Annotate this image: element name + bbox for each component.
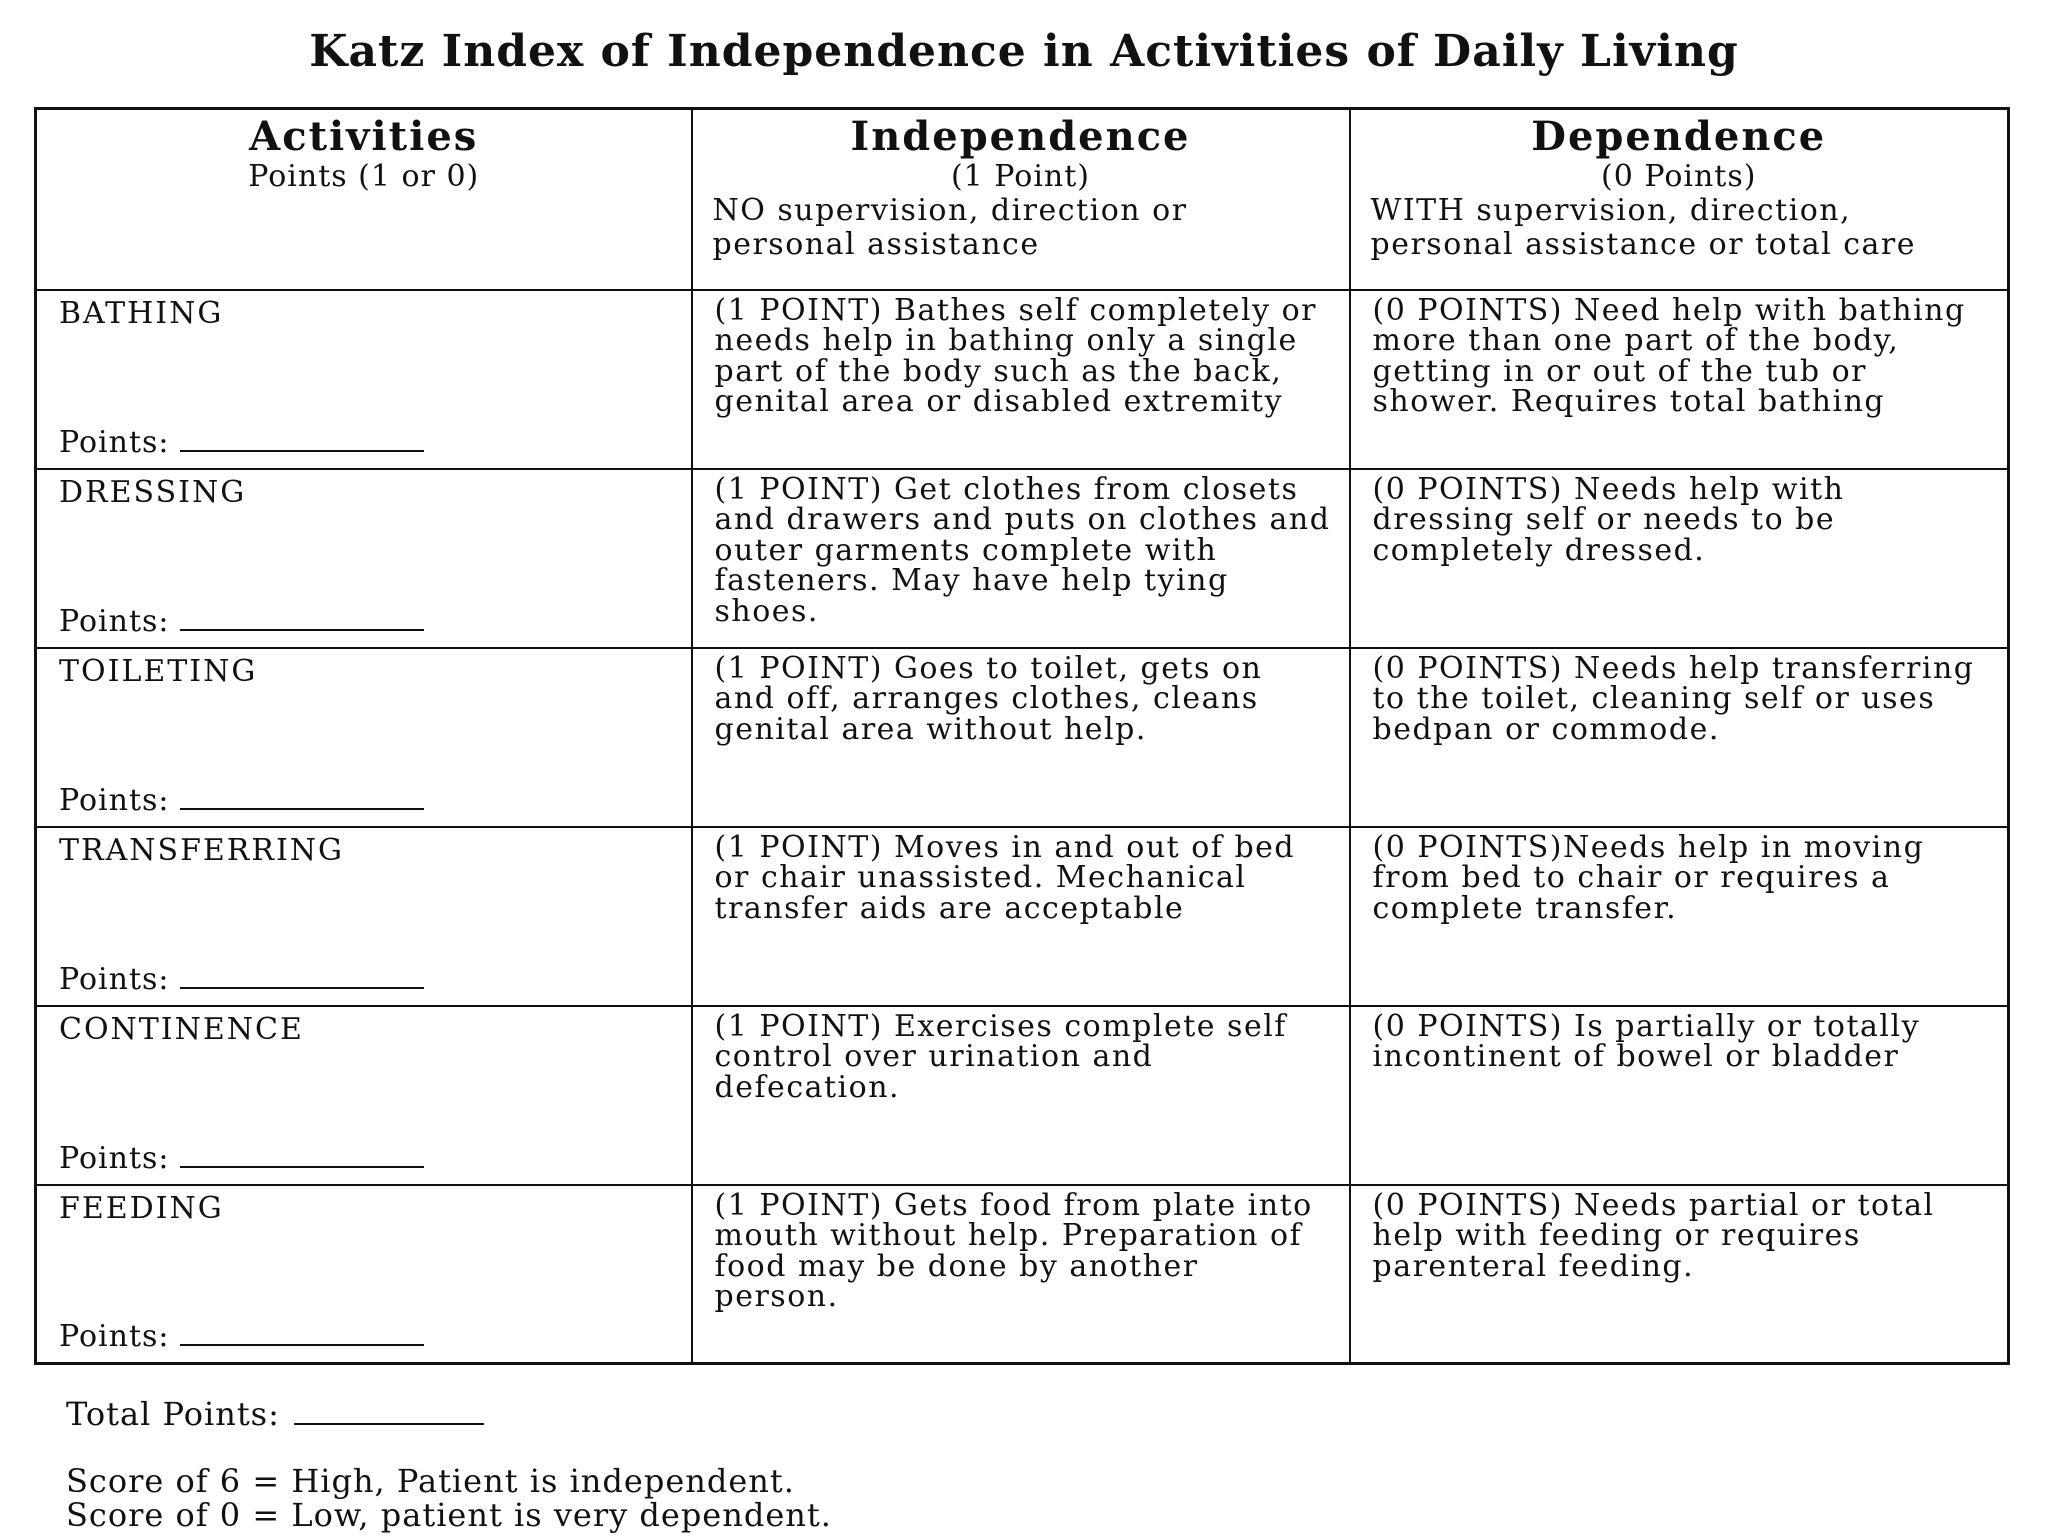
total-points-blank[interactable] (294, 1397, 484, 1425)
header-dependence-title: Dependence (1531, 113, 1827, 160)
katz-index-table (34, 107, 2010, 1365)
header-activities (36, 109, 692, 290)
points-label: Points: (59, 1140, 170, 1176)
score-low-note: Score of 0 = Low, patient is very dependent. (66, 1496, 832, 1534)
activity-cell (36, 290, 692, 469)
independence-description: (1 POINT) Exercises complete self control over urination and defecation. (714, 1008, 1287, 1105)
points-line (59, 603, 424, 639)
dependence-description: (0 POINTS) Needs help with dressing self or needs to be completely dressed. (1372, 471, 1845, 568)
activity-row-bathing (36, 290, 2009, 469)
activity-cell (36, 827, 692, 1006)
document-title: Katz Index of Independence in Activities of Daily Living (309, 26, 1739, 77)
dependence-description: (0 POINTS) Needs help transferring to the toilet, cleaning self or uses bedpan or commode. (1372, 650, 1975, 747)
activity-row-feeding (36, 1185, 2009, 1364)
activity-name: DRESSING (59, 474, 247, 510)
dependence-description: (0 POINTS) Need help with bathing more than one part of the body, getting in or out of the tub or shower. Requires total bathing (1372, 292, 1966, 419)
header-dependence (1350, 109, 2009, 290)
points-blank[interactable] (180, 1318, 424, 1346)
dependence-description: (0 POINTS) Is partially or totally incontinent of bowel or bladder (1372, 1008, 1921, 1074)
independence-cell (692, 648, 1350, 827)
header-independence (692, 109, 1350, 290)
dependence-cell (1350, 827, 2009, 1006)
activity-name: BATHING (59, 295, 224, 331)
points-blank[interactable] (180, 1140, 424, 1168)
total-points (66, 1395, 484, 1433)
activity-row-dressing (36, 469, 2009, 648)
independence-description: (1 POINT) Moves in and out of bed or chair unassisted. Mechanical transfer aids are acceptable (714, 829, 1296, 926)
score-high-note: Score of 6 = High, Patient is independent. (66, 1462, 795, 1500)
dependence-cell (1350, 1006, 2009, 1185)
points-blank[interactable] (180, 603, 424, 631)
independence-cell (692, 290, 1350, 469)
points-line (59, 1140, 424, 1176)
dependence-cell (1350, 290, 2009, 469)
points-line (59, 424, 424, 460)
dependence-description: (0 POINTS)Needs help in moving from bed to chair or requires a complete transfer. (1372, 829, 1925, 926)
points-blank[interactable] (180, 424, 424, 452)
independence-cell (692, 827, 1350, 1006)
header-independence-subtitle: (1 Point) (950, 159, 1091, 194)
activity-name: CONTINENCE (59, 1011, 304, 1047)
dependence-cell (1350, 469, 2009, 648)
activity-row-continence (36, 1006, 2009, 1185)
header-row (36, 109, 2009, 290)
activity-row-toileting (36, 648, 2009, 827)
dependence-cell (1350, 1185, 2009, 1364)
dependence-description: (0 POINTS) Needs partial or total help with feeding or requires parenteral feeding. (1372, 1187, 1935, 1284)
header-activities-subtitle: Points (1 or 0) (248, 159, 480, 194)
header-independence-title: Independence (850, 113, 1191, 160)
activity-name: TOILETING (59, 653, 258, 689)
points-label: Points: (59, 961, 170, 997)
independence-cell (692, 1006, 1350, 1185)
independence-description: (1 POINT) Get clothes from closets and drawers and puts on clothes and outer garments complete with fasteners. May have help tying shoes. (714, 471, 1331, 629)
header-dependence-subtitle: (0 Points) (1601, 159, 1757, 194)
independence-description: (1 POINT) Goes to toilet, gets on and off, arranges clothes, cleans genital area without help. (714, 650, 1263, 747)
activity-cell (36, 648, 692, 827)
activity-name: FEEDING (59, 1190, 224, 1226)
independence-cell (692, 469, 1350, 648)
independence-description: (1 POINT) Bathes self completely or needs help in bathing only a single part of the body such as the back, genital area or disabled extremity (714, 292, 1317, 419)
header-independence-description: NO supervision, direction or personal assistance (712, 193, 1188, 262)
points-label: Points: (59, 1319, 170, 1354)
points-blank[interactable] (180, 961, 424, 989)
points-label: Points: (59, 424, 170, 460)
dependence-cell (1350, 648, 2009, 827)
independence-description: (1 POINT) Gets food from plate into mouth without help. Preparation of food may be done by another person. (714, 1187, 1313, 1314)
activity-cell (36, 1006, 692, 1185)
header-dependence-description: WITH supervision, direction, personal assistance or total care (1370, 193, 1917, 262)
points-line (59, 1318, 424, 1354)
total-points-label: Total Points: (66, 1395, 280, 1433)
points-blank[interactable] (180, 782, 424, 810)
points-line (59, 782, 424, 818)
points-label: Points: (59, 782, 170, 818)
header-activities-title: Activities (249, 113, 479, 160)
independence-cell (692, 1185, 1350, 1364)
points-label: Points: (59, 603, 170, 639)
activity-name: TRANSFERRING (59, 832, 345, 868)
points-line (59, 961, 424, 997)
activity-row-transferring (36, 827, 2009, 1006)
activity-cell (36, 1185, 692, 1364)
activity-cell (36, 469, 692, 648)
